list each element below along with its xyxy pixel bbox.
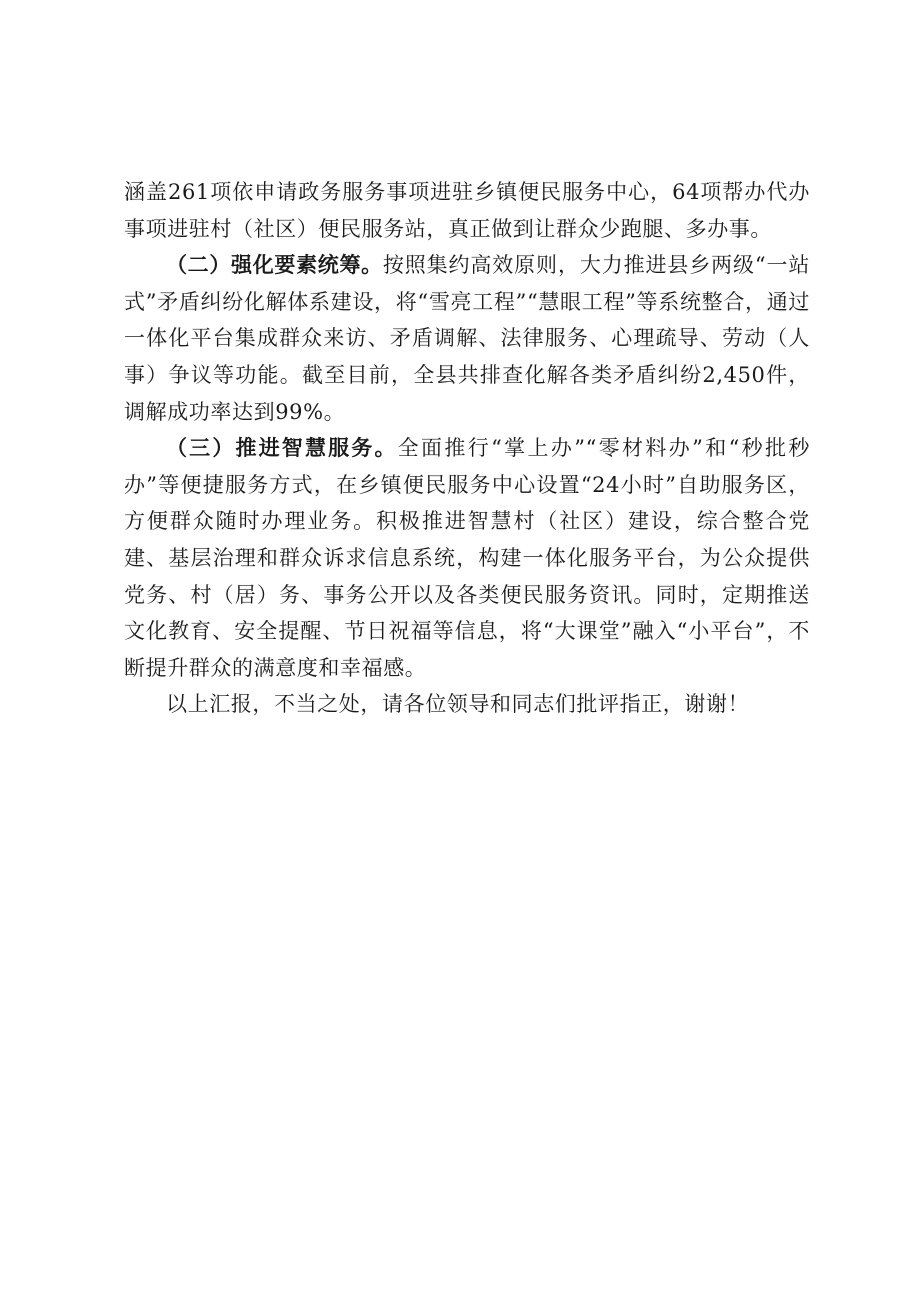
closing-remark bbox=[124, 686, 810, 723]
paragraph-factor-coordination bbox=[124, 247, 810, 430]
paragraph-smart-service bbox=[124, 430, 810, 686]
paragraph-text: 全面推行“掌上办”“零材料办”和“秒批秒办”等便捷服务方式，在乡镇便民服务中心设置“24小时”自助服务区，方便群众随时办理业务。积极推进智慧村（社区）建设，综合整合党建、基层治理和群众诉求信息系统，构建一体化服务平台，为公众提供党务、村（居）务、事务公开以及各类便民服务资讯。同时，定期推送文化教育、安全提醒、节日祝福等信息，将“大课堂”融入“小平台”，不断提升群众的满意度和幸福感。 bbox=[124, 436, 811, 680]
document-body bbox=[124, 174, 810, 723]
paragraph-text: 涵盖261项依申请政务服务事项进驻乡镇便民服务中心，64项帮办代办事项进驻村（社区）便民服务站，真正做到让群众少跑腿、多办事。 bbox=[124, 180, 810, 241]
paragraph-text: 按照集约高效原则，大力推进县乡两级“一站式”矛盾纠纷化解体系建设，将“雪亮工程”“慧眼工程”等系统整合，通过一体化平台集成群众来访、矛盾调解、法律服务、心理疏导、劳动（人事）争议等功能。截至目前，全县共排查化解各类矛盾纠纷2,450件，调解成功率达到99%。 bbox=[124, 253, 811, 424]
closing-text: 以上汇报，不当之处，请各位领导和同志们批评指正，谢谢！ bbox=[166, 692, 750, 717]
paragraph-service-coverage bbox=[124, 174, 810, 247]
section-heading-2: （二）强化要素统筹。 bbox=[166, 253, 383, 278]
section-heading-3: （三）推进智慧服务。 bbox=[166, 436, 398, 461]
